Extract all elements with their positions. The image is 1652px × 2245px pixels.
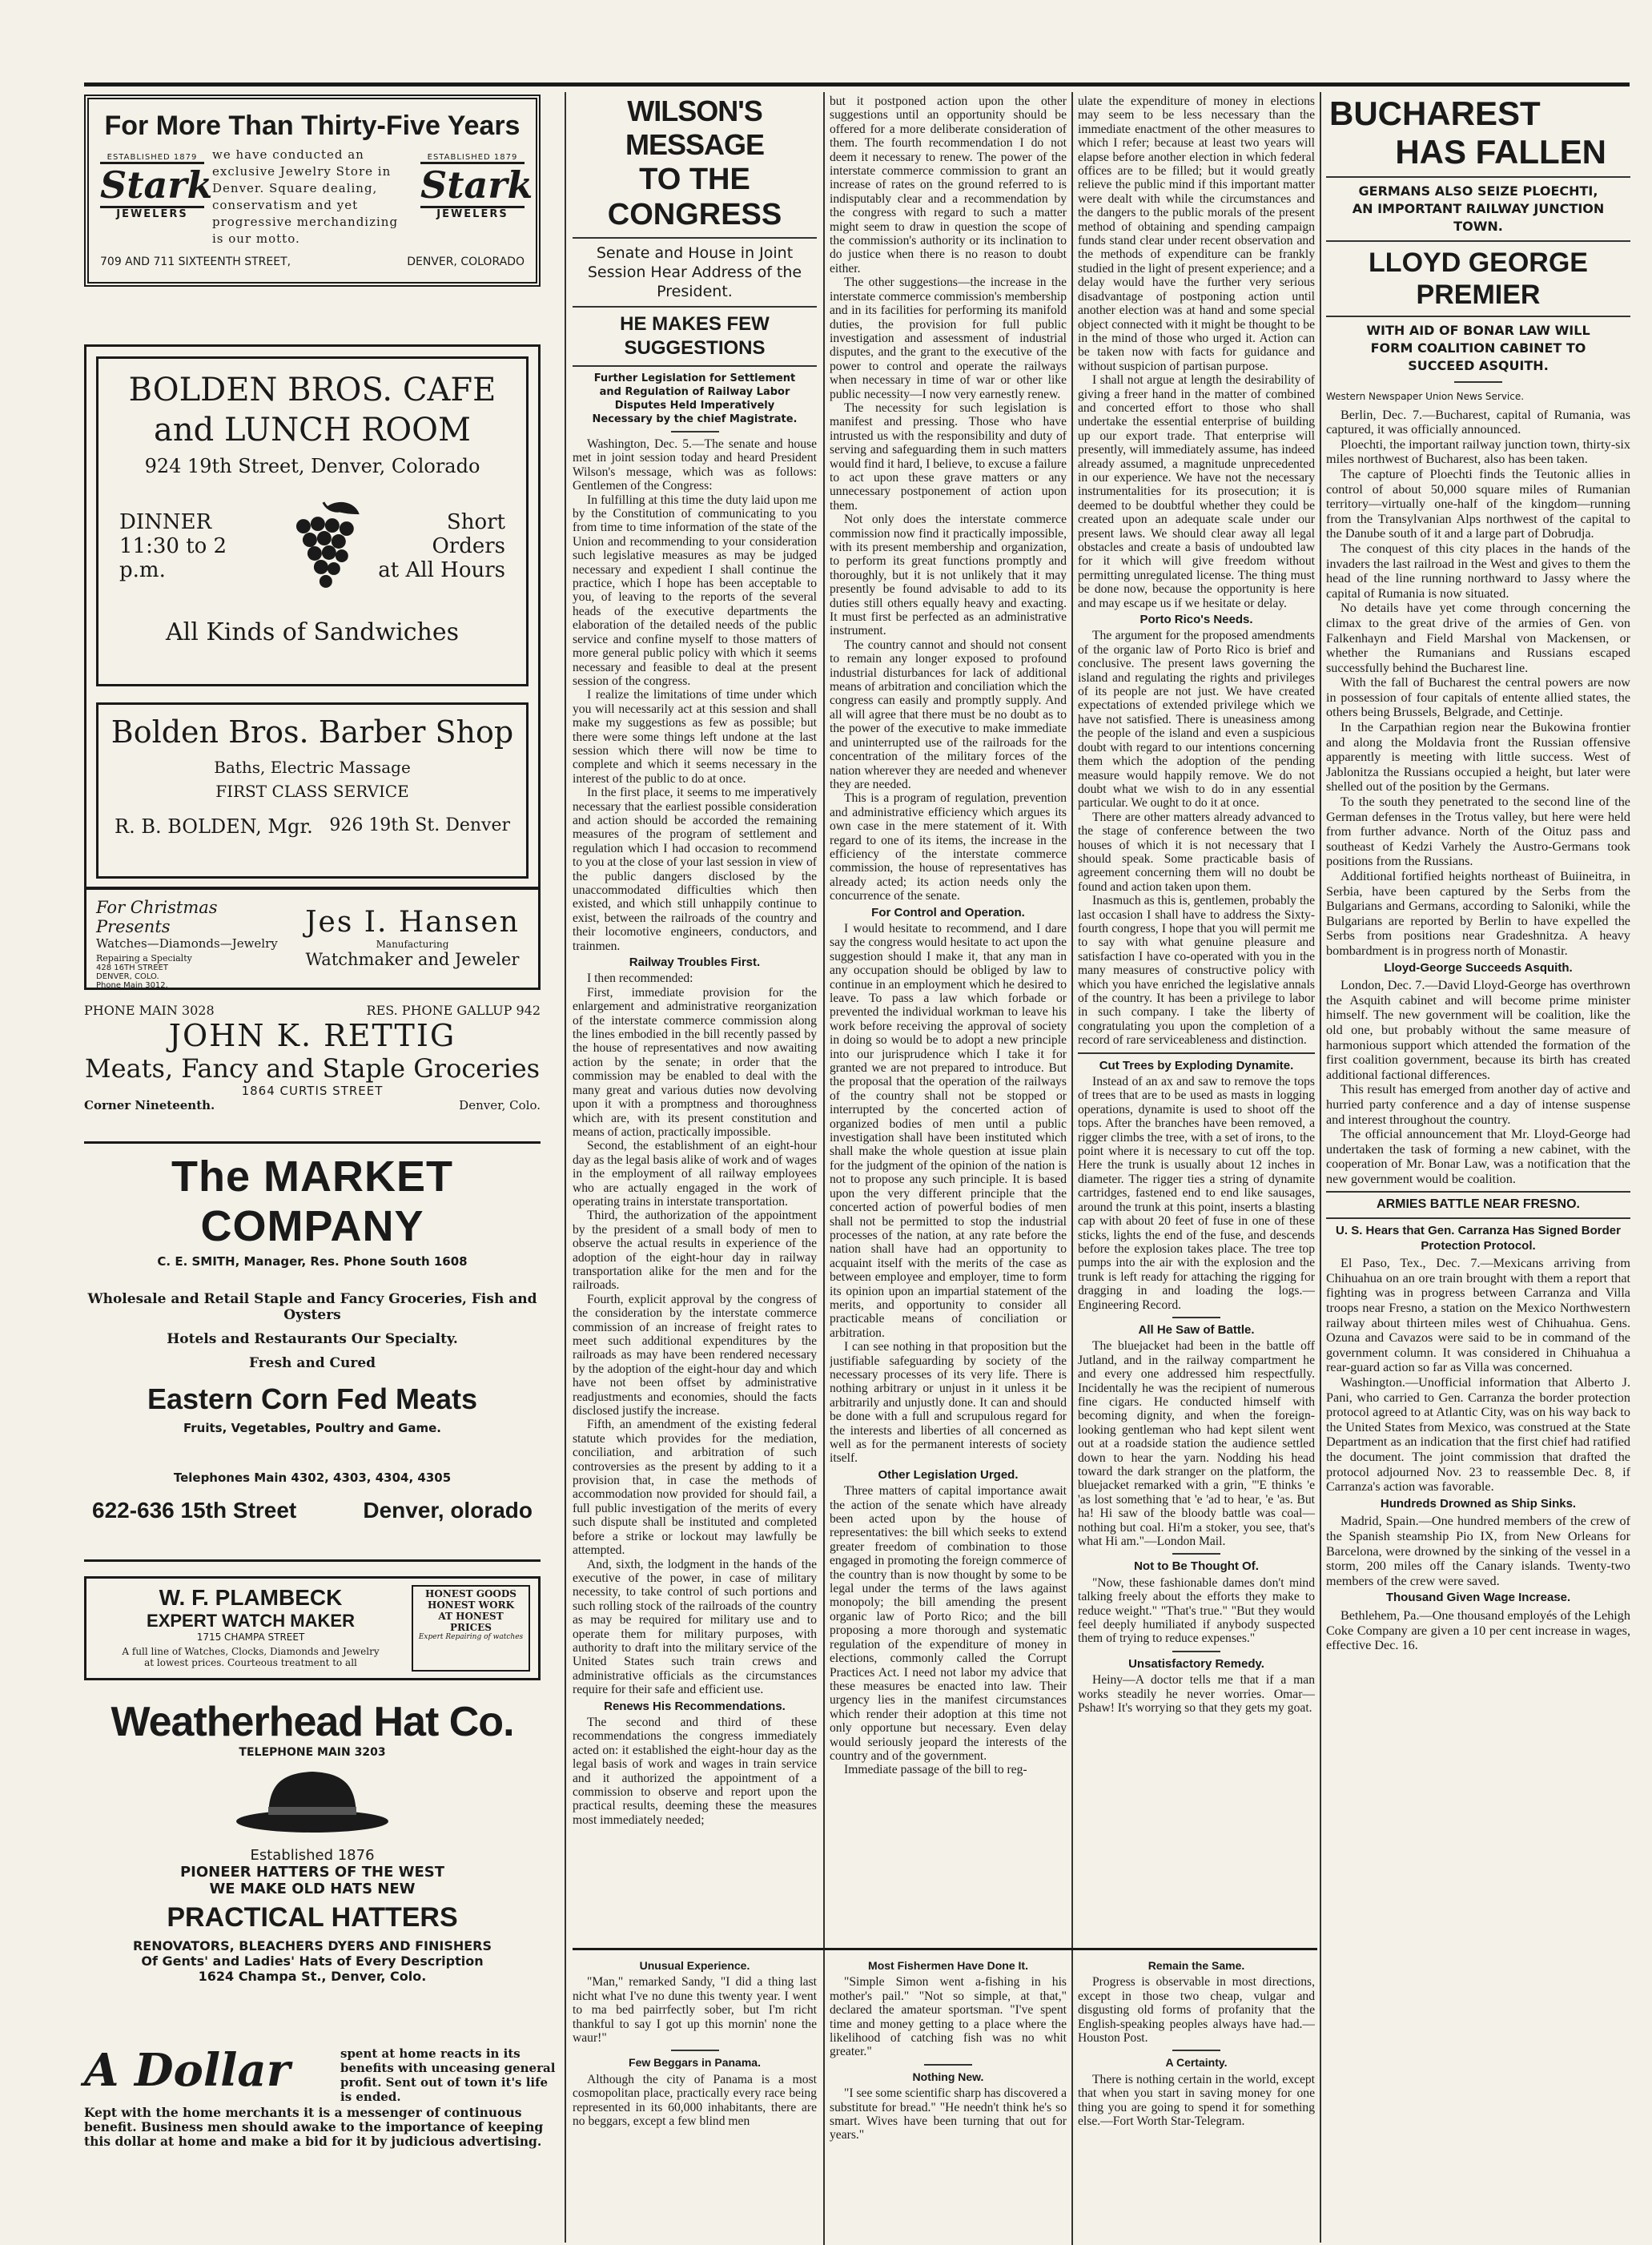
bolden-cafe-name2: and LUNCH ROOM <box>154 412 471 449</box>
col4-body <box>1326 389 1630 1653</box>
col2-p7: I would hesitate to recommend, and I dare say the congress would hesitate to act upon the suggestion should I make it, that any man in any occupation should be obliged by law to continue in an employment which he desired to leave. To pass a law which forbade or prevented the individual workman to leave his work before receiving the approval of society in doing so would be to adopt a new principle into our jurisprudence which I take it for granted we are not prepared to introduce. But the proposal that the operation of the railways of the country shall not be stopped or interrupted by the concerted action of organized bodies of men until a public investigation shall have been instituted which shall make the whole question at issue plain for the judgment of the opinion of the nation is not to propose any such principle. It is based upon the very different principle that the concerted action of powerful bodies of men shall not be permitted to stop the industrial processes of the nation, at any rate before the nation shall have had an opportunity to acquaint itself with the merits of the case as between employee and employer, time to form its opinion upon an impartial statement of the merits, and opportunity to consider all practicable means of conciliation or arbitration. <box>830 921 1067 1340</box>
plambeck-badge3: AT HONEST <box>438 1611 504 1622</box>
bucharest-column <box>1326 95 1630 2241</box>
fisher-head: Most Fishermen Have Done It. <box>868 1959 1028 1972</box>
col3-p4: There are other matters already advanced to the stage of conference between the two houses of which it is not necessary that I should speak. Some practicable basis of agreement concerning them will no doubt be found and action taken upon them. <box>1078 810 1315 894</box>
bucharest-h1: BUCHAREST <box>1329 95 1541 132</box>
column-rule-2 <box>823 92 825 1950</box>
rettig-city: Denver, Colo. <box>459 1098 541 1112</box>
stark-jewelers-ad <box>84 95 541 287</box>
rettig-address: 1864 CURTIS STREET <box>241 1084 384 1098</box>
col2-sub2: Other Legislation Urged. <box>878 1467 1019 1482</box>
col2-p1: but it postponed action upon the other suggestions until an opportunity should be offered for a more deliberate consideration of them. The fourth recommendation I do not deem it necessary to renew. The power of the interstate commerce commission to grant an increase of rates on the ground referred to is indisputably clear and a recommendation by the congress with regard to such a matter might seem to draw in question the scope of the commission's authority or its inclination to do justice when there is no reason to doubt either. <box>830 95 1067 276</box>
bucharest-deck2: WITH AID OF BONAR LAW WILL FORM COALITION CABINET TO SUCCEED ASQUITH. <box>1366 323 1590 373</box>
stark-logo-text: Stark <box>100 163 213 207</box>
wilson-headline-1: WILSON'S MESSAGE <box>625 95 765 161</box>
weatherhead-line2: WE MAKE OLD HATS NEW <box>209 1881 416 1897</box>
bolden-barber-line1: Baths, Electric Massage <box>214 758 411 777</box>
bolden-cafe-address: 924 19th Street, Denver, Colorado <box>144 455 480 477</box>
col2-sub1: For Control and Operation. <box>871 905 1025 919</box>
stark-logo-sub-2: JEWELERS <box>436 208 508 220</box>
market-line3: Fresh and Cured <box>248 1355 376 1371</box>
strip-col-1 <box>573 1957 817 2241</box>
col2-p2: The other suggestions—the increase in the interstate commerce commission's membership and in its facilities for performing its manifold duties, the provision for full public investigation and assessment of industrial disputes, and the grant to the executive of the power to control and operate the railways when necessary in time of war or other like public necessity—I now very earnestly renew. <box>830 276 1067 401</box>
wilson-p11: And, sixth, the lodgment in the hands of the executive of the power, in case of military necessity, to take control of such portions and such rolling stock of the railroads of the country as may be required for military use and to operate them for military purposes, with authority to draft into the military service of the United States such train crews and administrative officials as the circumstances require for their safe and efficient use. <box>573 1557 817 1697</box>
wilson-p1: Washington, Dec. 5.—The senate and house met in joint session today and heard President Wilson's message, which was as follows: Gentlemen of the Congress: <box>573 437 817 493</box>
fisher-text: "Simple Simon went a-fishing in his mother's pail." "Not so simple, at that," declared the amateur sportsman. "I've spent time and money getting to a place where the likelihood of catching fish was no whit greater." <box>830 1975 1067 2059</box>
dollar-side: spent at home reacts in its benefits with unceasing general profit. Sent out of town it's life is ended. <box>340 2046 556 2104</box>
market-phones: Telephones Main 4302, 4303, 4304, 4305 <box>173 1471 452 1485</box>
stark-address: 709 AND 711 SIXTEENTH STREET, <box>100 255 291 268</box>
market-headline: Eastern Corn Fed Meats <box>147 1382 478 1415</box>
plambeck-line1: A full line of Watches, Clocks, Diamonds and Jewelry <box>122 1646 380 1657</box>
stark-logo-sub: JEWELERS <box>116 208 188 220</box>
hansen-watches: Watches—Diamonds—Jewelry <box>96 936 278 951</box>
wilson-sub1: Railway Troubles First. <box>629 956 761 970</box>
column-rule-3 <box>1071 92 1073 1950</box>
bolden-cafe-ad <box>96 356 529 686</box>
unusual-text: "Man," remarked Sandy, "I did a thing last nicht what I've no dune this twenty year. I went to ma bed pairrfectly sober, but I'm richt thankful to say I got up this mornin' none the waur!" <box>573 1975 817 2046</box>
rettig-phone: PHONE MAIN 3028 <box>84 1003 215 1018</box>
dollar-ad <box>84 2046 565 2167</box>
lloyd-george-head: Lloyd-George Succeeds Asquith. <box>1384 960 1573 975</box>
wilson-p4: In the first place, it seems to me imperatively necessary that the earliest possible consideration and action should be accorded the remaining measures of the program of settlement and regulation which I had occasion to recommend to you at the close of your last session in view of the public dangers disclosed by the unaccommodated difficulties which then existed, and which still unhappily continue to exist, between the railroads of the country and their locomotive engineers, conductors, and trainmen. <box>573 786 817 953</box>
col3-body <box>1078 95 1315 1716</box>
weatherhead-address: 1624 Champa St., Denver, Colo. <box>198 1969 427 1984</box>
bolden-cafe-sandwiches: All Kinds of Sandwiches <box>165 618 460 646</box>
col3-p1: ulate the expenditure of money in elections may seem to be less necessary than the immediate enactment of the other measures to which I refer; because at least two years will elapse before another election in which federal offices are to be filled; but it would greatly relieve the public mind if this important matter were dealt with while the circumstances and the dangers to the public morals of the present method of obtaining and spending campaign funds stand clear under recent observation and the methods of expenditure can be frankly studied in the light of present experience; and a delay would have the further very serious disadvantage of postponing action until another election was at hand and some special object connected with it might be thought to be in the mind of those who urged it. Action can be taken now with facts for guidance and without suspicion of partisan purpose. <box>1078 95 1315 373</box>
col4-p3: The capture of Ploechti finds the Teutonic allies in control of about 50,000 square miles of Rumanian territory—virtually one-half of the kingdom—running from the Transylvanian Alps northwest of the capital to the Danube south of it and a large part of Dobrudja. <box>1326 466 1630 541</box>
col4-p5: No details have yet come through concerning the climax to the great drive of the armies of Gen. von Falkenhayn and Field Marshal von Mackensen, or whether the Rumanians and Russians escaped successfully behind the Bucharest line. <box>1326 601 1630 675</box>
bolden-ad-block <box>84 344 541 889</box>
plambeck-trade: EXPERT WATCH MAKER <box>147 1611 355 1631</box>
battle-text: The bluejacket had been in the battle off Jutland, and in the railway compartment he and every one addressed him respectfully. Incidentally he was the recipient of numerous fine cigars. He conducted himself with becoming dignity, and when the foreign-looking gentleman who had kept silent went out at a roadside station the audience settled down to hear the yarn. Nodding his head toward the dark stranger on the platform, the bluejacket remarked with a grin, "'E thinks 'e 'as lost something that 'e 'ad to hear, 'e 'as. But ha! Hi saw of the bloody battle was coal—nothing but coal. Hi'm a stoker, you see, that's what Hi am."—London Mail. <box>1078 1339 1315 1549</box>
weatherhead-est: Established 1876 <box>250 1847 375 1864</box>
hansen-city: DENVER, COLO. <box>96 972 159 981</box>
not-thought-text: "Now, these fashionable dames don't mind talking freely about the efforts they make to reduce weight." "That's true." "But they would feel deeply humiliated if anybody suspected them of trying to reduce expenses." <box>1078 1575 1315 1646</box>
wilson-deck-2: HE MAKES FEW SUGGESTIONS <box>620 313 770 359</box>
certainty-text: There is nothing certain in the world, except that when you start in saving money for one thing you are going to spend it for something else.—Fort Worth Star-Telegram. <box>1078 2072 1315 2129</box>
remain-same-head: Remain the Same. <box>1148 1959 1245 1972</box>
bolden-cafe-all-hours: at All Hours <box>378 558 506 582</box>
market-manager: C. E. SMITH, Manager, Res. Phone South 1608 <box>157 1254 468 1269</box>
col3-p2: I shall not argue at length the desirability of giving a freer hand in the matter of combined and concerted effort to those who shall undertake the essential enterprise of building up our export trade. That enterprise will presently, will immediately assume, has indeed already assumed, a magnitude unprecedented in our experience. We have not the necessary instrumentalities for its prosecution; it is deemed to be doubtful whether they could be created upon an adequate scale under our present laws. We should clear away all legal obstacles and create a basis of undoubted law for it which will give freedom without permitting unregulated license. The thing must be done now, because the opportunity is here and may escape us if we hesitate or delay. <box>1078 373 1315 610</box>
hat-icon <box>232 1765 392 1837</box>
rettig-trade: Meats, Fancy and Staple Groceries <box>84 1053 541 1084</box>
not-thought-head: Not to Be Thought Of. <box>1134 1559 1259 1574</box>
wilson-headline-2: TO THE CONGRESS <box>607 163 782 231</box>
market-city: Denver, olorado <box>363 1498 533 1523</box>
fresno-p2: Washington.—Unofficial information that Alberto J. Pani, who carried to Gen. Carranza the border protection protocol agreed to at Atlantic City, was on his way back to the United States from Mexico, was construed at the State Department as an indication that the first chief had ratified the document. The joint commission that drafted the protocol adjourned Nov. 23 to reassemble Dec. 8, if Carranza's action was favorable. <box>1326 1375 1630 1495</box>
market-line2: Hotels and Restaurants Our Specialty. <box>167 1331 458 1347</box>
news-service: Western Newspaper Union News Service. <box>1326 391 1525 402</box>
nothing-new-text: "I see some scientific sharp has discovered a substitute for bread." "He needn't think he's so smart. Wives have been turning that out for years." <box>830 2086 1067 2142</box>
weatherhead-phone: TELEPHONE MAIN 3203 <box>239 1746 386 1759</box>
strip-col-3 <box>1078 1957 1315 2241</box>
stark-body: we have conducted an exclusive Jewelry Store in Denver. Square dealing, conservatism and yet progressive merchandizing is our motto. <box>212 147 399 246</box>
grapes-icon <box>279 498 368 594</box>
stark-logo-right <box>420 153 533 241</box>
beggars-head: Few Beggars in Panama. <box>629 2056 761 2070</box>
wilson-column-3 <box>1078 95 1315 1945</box>
strip-col-2 <box>830 1957 1067 2241</box>
col4-p7: In the Carpathian region near the Bukowina frontier and along the Moldavia front the Russian offensive apparently is meeting with little success. West of Jablonitza the Russians occupied a height, but later were shelled out of the position by the Germans. <box>1326 720 1630 795</box>
bucharest-h2: HAS FALLEN <box>1395 133 1606 171</box>
stark-logo-left <box>100 153 213 241</box>
beggars-text: Although the city of Panama is a most cosmopolitan place, practically every race being represented in its 60,000 inhabitants, there are no beggars, except a few blind men <box>573 2072 817 2129</box>
stark-logo-est: ESTABLISHED 1879 <box>107 153 198 162</box>
wilson-p8: Third, the authorization of the appointment by the president of a small body of men to observe the actual results in experience of the adoption of the eight-hour day in railway transportation alike for the men and for the railroads. <box>573 1209 817 1293</box>
remain-same-text: Progress is observable in most directions, except in those two cheap, vulgar and disgusting old forms of profanity that the English-speaking peoples always have had.—Houston Post. <box>1078 1975 1315 2046</box>
plambeck-name: W. F. PLAMBECK <box>159 1585 343 1610</box>
weatherhead-line4: Of Gents' and Ladies' Hats of Every Description <box>141 1953 484 1969</box>
col2-body <box>830 95 1067 1777</box>
plambeck-badge5: Expert Repairing of watches <box>418 1633 524 1641</box>
col2-p3: The necessity for such legislation is manifest and pressing. Those who have intrusted us with the responsibility and duty of serving and safeguarding them in such matters would find it hard, I believe, to excuse a failure to act upon these grave matters or any unnecessary postponement of action upon them. <box>830 400 1067 513</box>
col2-p10: Immediate passage of the bill to reg- <box>844 1763 1027 1777</box>
plambeck-badge <box>412 1585 530 1672</box>
hansen-repairing: Repairing a Specialty <box>96 953 192 964</box>
weatherhead-line1: PIONEER HATTERS OF THE WEST <box>179 1864 445 1881</box>
col4-p2: Ploechti, the important railway junction town, thirty-six miles northwest of Bucharest, also has been taken. <box>1326 437 1630 467</box>
col4-p4: The conquest of this city places in the hands of the invaders the last railroad in the West and gives to them the head of the line running northward to Jassy where the capital of Rumania is now situated. <box>1326 541 1630 601</box>
bolden-barber-address: 926 19th St. Denver <box>329 815 510 835</box>
market-line1: Wholesale and Retail Staple and Fancy Groceries, Fish and Oysters <box>87 1291 537 1323</box>
stark-headline: For More Than Thirty-Five Years <box>104 111 521 141</box>
col4-p8: To the south they penetrated to the second line of the German defenses in the Trotus valley, but here were held from further advance. North of the Oituz pass and southeast of Kedzi Varhely the Austro-Germans took positions from the Russians. <box>1326 795 1630 869</box>
hansen-manufacturing: Manufacturing <box>376 939 449 950</box>
bucharest-deck1: GERMANS ALSO SEIZE PLOECHTI, AN IMPORTANT RAILWAY JUNCTION TOWN. <box>1352 183 1605 234</box>
col4-p1: Berlin, Dec. 7.—Bucharest, capital of Rumania, was captured, it was officially announced. <box>1326 407 1630 437</box>
rettig-res-phone: RES. PHONE GALLUP 942 <box>366 1003 541 1018</box>
col3-p5: Inasmuch as this is, gentlemen, probably the last occasion I shall have to address the Sixty-fourth congress, I hope that you will permit me to say with what genuine pleasure and satisfaction I have co-operated with you in the many measures of constructive policy with which you have enriched the legislative annals of the country. It has been a privilege to labor in such company. I take the liberty of congratulating you upon the completion of a record of rare serviceableness and distinction. <box>1078 894 1315 1048</box>
hansen-christmas: For Christmas Presents <box>96 898 218 936</box>
col2-p5: The country cannot and should not consent to remain any longer exposed to profound industrial disturbances for lack of additional means of arbitration and conciliation which the congress can easily and promptly supply. And all will agree that there must be no doubt as to the power of the executive to make immediate and uninterrupted use of the railroads for the concentration of the military forces of the nation wherever they are needed and whenever they are needed. <box>830 638 1067 791</box>
stark-logo-text-2: Stark <box>420 163 533 207</box>
dollar-headline: A Dollar <box>84 2044 291 2097</box>
dynamite-text: Instead of an ax and saw to remove the tops of trees that are to be used as masts in logging operations, dynamite is used to shoot off the tops. After the branches have been removed, a rigger climbs the tree, with a set of irons, to the point where it is necessary to cut off the top. Here the trunk is usually about 12 inches in diameter. The rigger ties a string of dynamite cartridges, fastened end to end like sausages, around the trunk at this point, inserts a blasting cap with about 20 feet of fuse in one of these sticks, lights the end of the fuse, and descends before the explosion takes place. The tree top pumps into the air with the explosion and the trunk is left ready for attaching the rigging for dragging in and loading the logs.—Engineering Record. <box>1078 1075 1315 1312</box>
rettig-name: JOHN K. RETTIG <box>168 1018 456 1053</box>
rettig-ad <box>84 1003 541 1123</box>
weatherhead-headline: PRACTICAL HATTERS <box>167 1902 458 1933</box>
plambeck-badge2: HONEST WORK <box>427 1599 514 1611</box>
battle-head: All He Saw of Battle. <box>1138 1322 1255 1337</box>
bolden-cafe-name: BOLDEN BROS. CAFE <box>128 372 496 408</box>
col2-p9: Three matters of capital importance await the action of the senate which have already been acted upon by the house of representatives: the bill which seeks to extend greater freedom of combination to those engaged in promoting the foreign commerce of the country than is now thought by some to be legal under the terms of the laws against monopoly; the bill amending the present organic law of Porto Rico; and the bill proposing a more thorough and systematic regulation of the expenditure of money in elections, commonly called the Corrupt Practices Act. I need not labor my advice that these measures be enacted into law. Their urgency lies in the manifest circumstances which render their adoption at this time not only opportune but necessary. Even delay would seriously jeopard the interests of the country and of the government. <box>830 1484 1067 1763</box>
bottom-strip <box>573 1948 1317 2245</box>
plambeck-badge1: HONEST GOODS <box>425 1588 517 1599</box>
market-name: The MARKET COMPANY <box>171 1153 453 1250</box>
column-rule-1 <box>565 92 566 2243</box>
bolden-cafe-hours: 11:30 to 2 p.m. <box>119 534 227 582</box>
stark-city: DENVER, COLORADO <box>407 255 525 268</box>
hansen-ad <box>84 887 541 990</box>
wilson-p7: Second, the establishment of an eight-hour day as the legal basis alike of work and of wages in the employment of all railway employees who are actually engaged in the work of operating trains in interstate transportation. <box>573 1139 817 1209</box>
plambeck-line2: at lowest prices. Courteous treatment to all <box>144 1657 357 1668</box>
wilson-body <box>573 437 817 1827</box>
rettig-corner: Corner Nineteenth. <box>84 1098 215 1112</box>
col2-p6: This is a program of regulation, prevention and administrative efficiency which argues its own case in the mere statement of it. With regard to one of its items, the increase in the efficiency of the interstate commerce commission, the house of representatives has already acted; its action needs only the concurrence of the senate. <box>830 791 1067 903</box>
bolden-barber-name: Bolden Bros. Barber Shop <box>111 714 514 750</box>
wilson-p5: I then recommended: <box>587 972 693 986</box>
hansen-phone: Phone Main 3012. <box>96 981 168 990</box>
lloyd-george-p1: London, Dec. 7.—David Lloyd-George has overthrown the Asquith cabinet and will become prime minister himself. The new government will be coalition, like the old one, but probably without the same measure of harmonious support which attended the formation of the first coalition government, because its birth has created additional factional differences. <box>1326 978 1630 1082</box>
bolden-barber-manager: R. B. BOLDEN, Mgr. <box>115 815 313 838</box>
wilson-column-2 <box>830 95 1067 1945</box>
ship-sinks-head: Hundreds Drowned as Ship Sinks. <box>1380 1496 1577 1511</box>
plambeck-ad <box>84 1576 541 1680</box>
weatherhead-ad <box>84 1690 541 2026</box>
wilson-p10: Fifth, an amendment of the existing federal statute which provides for the mediation, conciliation, and arbitration of such controversies as the present by adding to it a provision that, in case the methods of accommodation now provided for should fail, a full public investigation of the merits of every such dispute shall be instituted and completed before a strike or lockout may lawfully be attempted. <box>573 1418 817 1558</box>
certainty-head: A Certainty. <box>1165 2056 1228 2070</box>
hansen-name: Jes I. Hansen <box>305 906 520 939</box>
col3-sub1: Porto Rico's Needs. <box>1140 613 1253 627</box>
bolden-barber-line2: FIRST CLASS SERVICE <box>215 782 409 801</box>
top-rule <box>84 82 1630 87</box>
wage-head: Thousand Given Wage Increase. <box>1385 1591 1571 1605</box>
col2-p8: I can see nothing in that proposition but the justifiable safeguarding by society of the necessary processes of its very life. There is nothing arbitrary or unjust in it unless it be arbitrarily and unjustly done. It can and should be done with a full and scrupulous regard for the interests and liberties of all concerned as well as for the permanent interests of society itself. <box>830 1340 1067 1466</box>
lloyd-george-headline: LLOYD GEORGE PREMIER <box>1369 247 1588 310</box>
bolden-cafe-dinner: DINNER <box>119 510 212 534</box>
dynamite-head: Cut Trees by Exploding Dynamite. <box>1099 1058 1294 1072</box>
stark-logo-est-2: ESTABLISHED 1879 <box>427 153 518 162</box>
weatherhead-line3: RENOVATORS, BLEACHERS DYERS AND FINISHERS <box>132 1938 492 1953</box>
wilson-p12: The second and third of these recommendations the congress immediately acted on: it established the eight-hour day as the legal basis of work and wages in train service and it authorized the appointment of a commission to observe and report upon the practical results, deeming these the measures most immediately needed; <box>573 1715 817 1827</box>
wilson-p3: I realize the limitations of time under which you will necessarily act at this session and shall make my suggestions as few as possible; but there were some things left undone at the last session which there will now be time to complete and which it seems necessary in the interest of the public to do at once. <box>573 688 817 786</box>
bolden-barber-ad <box>96 702 529 879</box>
lloyd-george-p3: The official announcement that Mr. Lloyd-George had undertaken the task of forming a new cabinet, with the cooperation of Mr. Bonar Law, was a notification that the new government would be coalition. <box>1326 1127 1630 1186</box>
wilson-deck-3: Further Legislation for Settlement and Regulation of Railway Labor Disputes Held Imperatively Necessary by the chief Magistrate. <box>592 372 798 425</box>
hansen-trade: Watchmaker and Jeweler <box>305 950 520 969</box>
fresno-p1: El Paso, Tex., Dec. 7.—Mexicans arriving from Chihuahua on an ore train brought with them a report that fighting was in progress between Carranza and Villa troops near Fresno, a station on the Mexico Northwestern railway about thirteen miles west of Chihuahua. Gens. Ozuna and Cavazos were said to be in command of the government column. It was considered in Chihuahua a rear-guard action so far as Villa was concerned. <box>1326 1256 1630 1375</box>
wilson-p9: Fourth, explicit approval by the congress of the consideration by the interstate commerce commission of an increase of freight rates to meet such additional expenditures by the railroads as may have been rendered necessary by the adoption of the eight-hour day and which have not been offset by administrative readjustments and economies, should the facts disclosed justify the increase. <box>573 1292 817 1418</box>
plambeck-badge4: PRICES <box>450 1622 492 1633</box>
ship-sinks-text: Madrid, Spain.—One hundred members of the crew of the Spanish steamship Pio IX, from New Orleans for Barcelona, were drowned by the sinking of the vessel in a storm, 200 miles off the Canary islands. Twenty-two members of the crew were saved. <box>1326 1514 1630 1588</box>
lloyd-george-p2: This result has emerged from another day of active and hurried party conference and a day of intense suspense and interest throughout the country. <box>1326 1082 1630 1127</box>
column-rule-4 <box>1320 92 1321 2243</box>
wage-text: Bethlehem, Pa.—One thousand employés of the Lehigh Coke Company are given a 10 per cent increase in wages, effective Dec. 16. <box>1326 1607 1630 1653</box>
unusual-head: Unusual Experience. <box>639 1959 750 1972</box>
carranza-head: U. S. Hears that Gen. Carranza Has Signed Border Protection Protocol. <box>1336 1224 1621 1253</box>
market-company-ad <box>84 1141 541 1562</box>
wilson-sub2: Renews His Recommendations. <box>604 1699 786 1713</box>
market-line4: Fruits, Vegetables, Poultry and Game. <box>183 1421 441 1435</box>
remedy-text: Heiny—A doctor tells me that if a man works steadily he never worries. Omar—Pshaw! It's worrying so that they gets my goat. <box>1078 1673 1315 1716</box>
wilson-p2: In fulfilling at this time the duty laid upon me by the Constitution of communicating to you from time to time information of the state of the Union and recommending to your consideration such legislative measures as may be judged necessary and expedient I shall continue the practice, which I hope has been acceptable to you, of leaving to the reports of the several heads of the executive departments the elaboration of the detailed needs of the public service and confine myself to those matters of more general public policy with which it seems necessary and feasible to deal at the present session of the congress. <box>573 493 817 688</box>
col4-p9: Additional fortified heights northeast of Buiineitra, in Serbia, have been captured by the Serbs from the Bulgarians and Germans, according to Saloniki, while the Bulgarians are reported by Berlin to have expelled the Serbs from positions near Gradeshnitza. A heavy bombardment is in progress north of Monastir. <box>1326 869 1630 958</box>
hansen-street: 428 16TH STREET <box>96 964 168 972</box>
weatherhead-name: Weatherhead Hat Co. <box>111 1699 514 1745</box>
market-address: 622-636 15th Street <box>92 1498 297 1523</box>
wilson-p6: First, immediate provision for the enlargement and administrative reorganization of the interstate commerce commission along the lines embodied in the bill recently passed by the house of representatives and now awaiting action by the senate; in order that the commission may be enabled to deal with the many great and various duties now devolving upon it with a promptness and thoroughness which are, with its present constitution and means of action, practically impossible. <box>573 985 817 1139</box>
wilson-deck-1: Senate and House in Joint Session Hear Address of the President. <box>587 244 802 300</box>
nothing-new-head: Nothing New. <box>912 2070 984 2083</box>
bolden-cafe-short-orders: Short Orders <box>432 510 506 558</box>
col3-p3: The argument for the proposed amendments of the organic law of Porto Rico is brief and conclusive. The present laws governing the island and regulating the rights and privileges of its people are not just. We have created expectations of extended privilege which we have not satisfied. There is uneasiness among the people of the island and even a suspicious doubt with regard to our intentions concerning them which the adoption of the pending measure would happily remove. We do not doubt what we wish to do in any essential particular. We ought to do it at once. <box>1078 629 1315 811</box>
wilson-column <box>573 95 817 1945</box>
plambeck-address: 1715 CHAMPA STREET <box>196 1631 305 1643</box>
fresno-head: ARMIES BATTLE NEAR FRESNO. <box>1377 1197 1580 1212</box>
col4-p6: With the fall of Bucharest the central powers are now in possession of four capitals of entente allied states, the others being Brussels, Belgrade, and Cettinje. <box>1326 675 1630 720</box>
remedy-head: Unsatisfactory Remedy. <box>1128 1656 1264 1671</box>
col2-p4: Not only does the interstate commerce commission now find it practically impossible, with its present membership and organization, to perform its great functions promptly and thoroughly, but it is not unlikely that it may presently be found advisable to add to its duties still others equally heavy and exacting. It must first be perfected as an administrative instrument. <box>830 513 1067 638</box>
dollar-body: Kept with the home merchants it is a messenger of continuous benefit. Business men should awake to the importance of keeping this dollar at home and make a bid for it by judicious advertising. <box>84 2105 544 2149</box>
